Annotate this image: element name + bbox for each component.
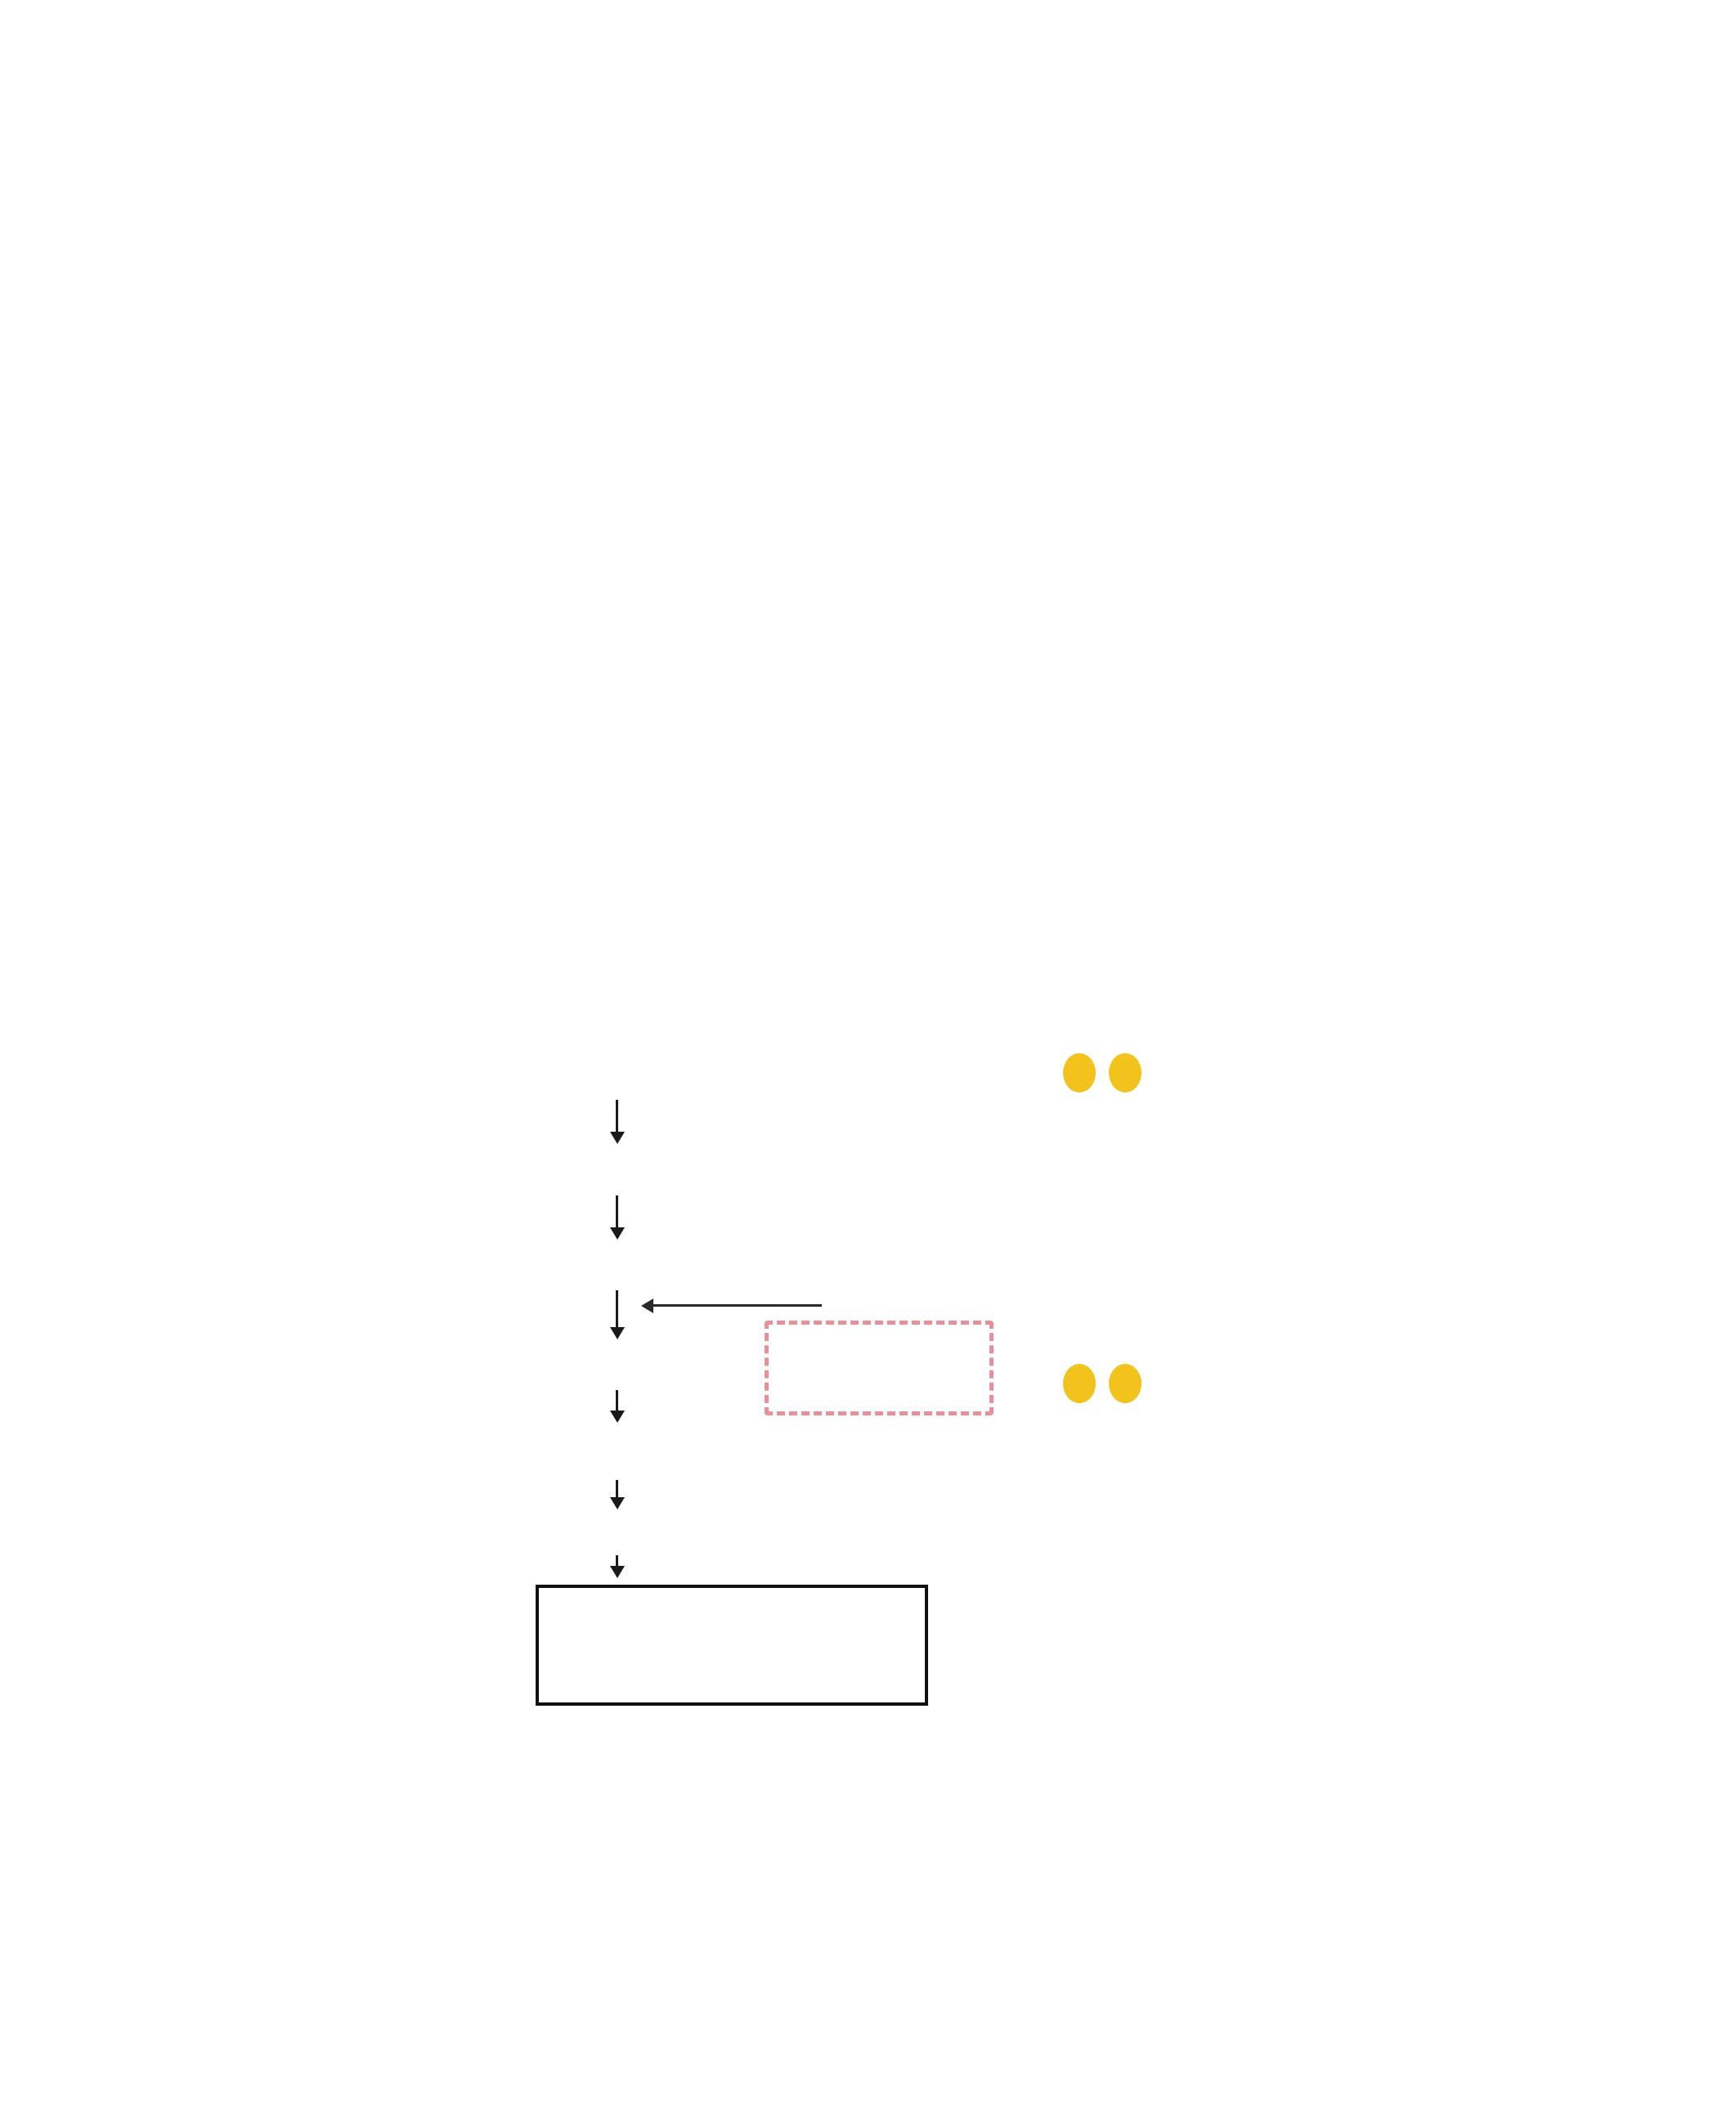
flow-arrow-down-icon [616,1390,618,1418]
odor-sensor-box [536,1585,928,1706]
flow-arrow-down-icon [616,1100,618,1139]
flow-arrow-down-icon [616,1195,618,1235]
yellow-oval-icon [1063,1053,1096,1092]
flow-arrow-left-icon [646,1304,822,1307]
flow-arrow-down-icon [616,1290,618,1334]
yellow-oval-icon [1109,1053,1142,1092]
flow-arrow-down-icon [616,1555,618,1573]
odor-intensity-header [1063,1053,1142,1092]
figure7-soy-odor-chart [384,10,1390,582]
control-group-box [765,1321,994,1415]
flow-arrow-down-icon [616,1480,618,1505]
figure8-odor-intensity-chart [1040,1102,1433,1357]
figure8-odor-components-chart [1040,1395,1461,1681]
